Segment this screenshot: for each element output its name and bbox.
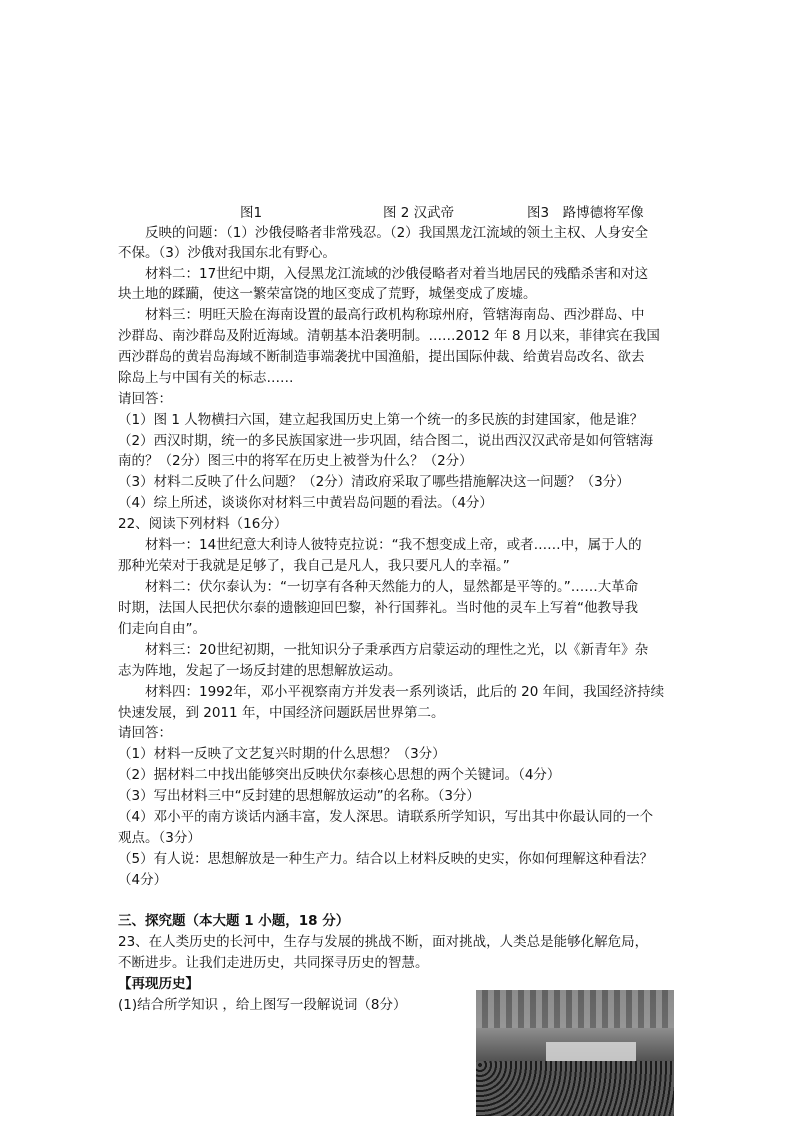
text-line: 快速发展，到 2011 年，中国经济问题跃居世界第二。 [118, 705, 445, 721]
text-line: 时期，法国人民把伏尔泰的遗骸迎回巴黎，补行国葬礼。当时他的灵车上写着“他教导我 [118, 600, 638, 616]
text-line: 那种光荣对于我就是足够了，我自己是凡人，我只要凡人的幸福。” [118, 558, 510, 574]
question-line: 南的？（2分）图三中的将军在历史上被誉为什么？（2分） [118, 453, 473, 469]
text-line: 沙群岛、南沙群岛及附近海域。清朝基本沿袭明制。……2012 年 8 月以来，菲律宾在我国 [118, 328, 660, 344]
text-line: 材料三：明旺天脸在海南设置的最高行政机构称琼州府，管辖海南岛、西沙群岛、中 [145, 307, 645, 323]
question-line: （2）据材料二中找出能够突出反映伏尔泰核心思想的两个关键词。（4分） [118, 767, 561, 783]
question-line: （4）综上所述，谈谈你对材料三中黄岩岛问题的看法。（4分） [118, 495, 493, 511]
text-line: 请回答： [118, 391, 172, 407]
caption-fig2: 图 2 汉武帝 [383, 205, 455, 221]
text-line: 材料二：伏尔泰认为：“一切享有各种天然能力的人，显然都是平等的。”……大革命 [145, 579, 639, 595]
question-line: （4分） [118, 872, 168, 888]
subsection-heading: 【再现历史】 [118, 976, 199, 992]
text-line: 材料四：1992年，邓小平视察南方并发表一系列谈话，此后的 20 年间，我国经济持续 [145, 684, 665, 700]
question-line: （2）西汉时期，统一的多民族国家进一步巩固，结合图二，说出西汉汉武帝是如何管辖海 [118, 433, 654, 449]
text-line: 们走向自由”。 [118, 621, 206, 637]
text-line: 除岛上与中国有关的标志…… [118, 370, 294, 386]
question-line: （3）写出材料三中“反封建的思想解放运动”的名称。（3分） [118, 788, 480, 804]
photo-ceiling [476, 990, 674, 1028]
historical-photo [476, 990, 674, 1116]
text-line: 志为阵地，发起了一场反封建的思想解放运动。 [118, 663, 402, 679]
text-line: 请回答： [118, 725, 172, 741]
section-heading: 三、探究题（本大题 1 小题，18 分） [118, 913, 350, 929]
question-line: 观点。（3分） [118, 830, 201, 846]
text-line: 材料一：14世纪意大利诗人彼特克拉说：“我不想变成上帝，或者……中，属于人的 [145, 537, 642, 553]
text-line: 块土地的蹂躏，使这一繁荣富饶的地区变成了荒野，城堡变成了废墟。 [118, 286, 537, 302]
text-line: 不断进步。让我们走进历史，共同探寻历史的智慧。 [118, 955, 429, 971]
question-heading: 22、阅读下列材料（16分） [118, 516, 288, 532]
text-line: 西沙群岛的黄岩岛海域不断制造事端袭扰中国渔船，提出国际仲裁、给黄岩岛改名、欲去 [118, 349, 645, 365]
question-line: （1）材料一反映了文艺复兴时期的什么思想？（3分） [118, 746, 446, 762]
caption-fig1: 图1 [240, 205, 263, 221]
question-line: （1）图 1 人物横扫六国，建立起我国历史上第一个统一的多民族的封建国家，他是谁？ [118, 412, 644, 428]
question-line: (1)结合所学知识 ，给上图写一段解说词（8分） [118, 997, 407, 1013]
photo-crowd [476, 1061, 674, 1116]
caption-fig3: 图3 路博德将军像 [527, 205, 644, 221]
question-line: （3）材料二反映了什么问题？（2分）清政府采取了哪些措施解决这一问题？（3分） [118, 474, 630, 490]
question-heading: 23、在人类历史的长河中，生存与发展的挑战不断，面对挑战，人类总是能够化解危局， [118, 934, 649, 950]
question-line: （4）邓小平的南方谈话内涵丰富，发人深思。请联系所学知识，写出其中你最认同的一个 [118, 809, 654, 825]
text-line: 反映的问题：（1）沙俄侵略者非常残忍。（2）我国黑龙江流域的领土主权、人身安全 [145, 225, 649, 241]
text-line: 材料二：17世纪中期，入侵黑龙江流域的沙俄侵略者对着当地居民的残酷杀害和对这 [145, 266, 649, 282]
question-line: （5）有人说：思想解放是一种生产力。结合以上材料反映的史实，你如何理解这种看法？ [118, 851, 654, 867]
text-line: 材料三：20世纪初期，一批知识分子秉承西方启蒙运动的理性之光，以《新青年》杂 [145, 642, 649, 658]
text-line: 不保。（3）沙俄对我国东北有野心。 [118, 245, 336, 261]
